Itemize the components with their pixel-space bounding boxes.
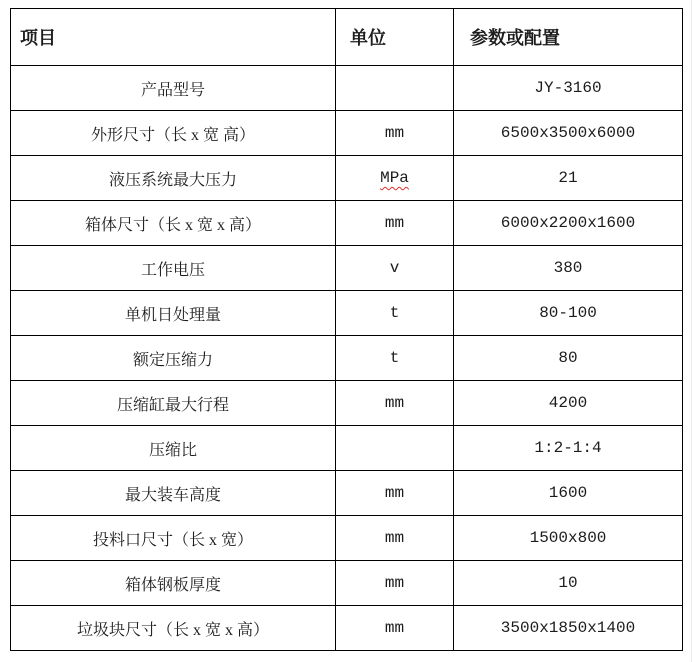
spec-item-label: 额定压缩力 [132, 351, 213, 369]
spec-item-cell [11, 471, 336, 516]
spec-value-label: 80 [558, 349, 578, 367]
spec-value-cell [454, 381, 683, 426]
table-header [11, 9, 683, 66]
spec-item-label: 工作电压 [140, 261, 205, 279]
table-row [11, 66, 683, 111]
spec-value-label: 6500x3500x6000 [500, 124, 636, 142]
spec-value-label: 3500x1850x1400 [500, 619, 636, 637]
spec-unit-label: t [389, 304, 400, 322]
spec-item-cell [11, 111, 336, 156]
spec-value-label: JY-3160 [534, 79, 602, 97]
spec-unit-label: mm [384, 619, 405, 637]
spec-unit-label: mm [384, 529, 405, 547]
spec-value-label: 1:2-1:4 [534, 439, 602, 457]
spec-value-cell [454, 336, 683, 381]
spec-item-cell [11, 336, 336, 381]
table-row [11, 291, 683, 336]
spec-unit-label: v [389, 259, 400, 277]
spec-item-label: 液压系统最大压力 [108, 171, 237, 189]
table-row [11, 156, 683, 201]
table-body [11, 66, 683, 651]
spec-unit-cell [336, 606, 454, 651]
spec-unit-cell [336, 246, 454, 291]
spec-value-cell [454, 66, 683, 111]
spec-unit-cell [336, 201, 454, 246]
spec-item-cell [11, 516, 336, 561]
table-row [11, 201, 683, 246]
table-row [11, 606, 683, 651]
spec-unit-cell [336, 111, 454, 156]
spec-item-cell [11, 606, 336, 651]
table-row [11, 561, 683, 606]
spec-item-cell [11, 66, 336, 111]
spec-value-cell [454, 291, 683, 336]
spec-unit-cell [336, 336, 454, 381]
spec-unit-label: mm [384, 124, 405, 142]
spec-unit-cell [336, 66, 454, 111]
spec-unit-label: MPa [380, 169, 409, 187]
table-row [11, 111, 683, 156]
spec-unit-cell [336, 426, 454, 471]
spec-item-label: 压缩比 [148, 441, 197, 459]
spec-item-cell [11, 381, 336, 426]
table-row [11, 246, 683, 291]
product-spec-table [10, 8, 683, 651]
header-cell-item: 项目 [11, 9, 336, 66]
spec-item-label: 箱体尺寸（长 x 宽 x 高） [84, 216, 261, 234]
spec-item-label: 单机日处理量 [124, 306, 221, 324]
spec-item-label: 压缩缸最大行程 [116, 396, 229, 414]
spec-unit-cell [336, 381, 454, 426]
spec-value-cell [454, 426, 683, 471]
spec-value-label: 6000x2200x1600 [500, 214, 636, 232]
spec-item-cell [11, 246, 336, 291]
spec-unit-label: mm [384, 214, 405, 232]
table-row [11, 336, 683, 381]
spec-value-cell [454, 516, 683, 561]
spec-unit-label: mm [384, 484, 405, 502]
spec-unit-cell [336, 156, 454, 201]
spec-unit-label: mm [384, 394, 405, 412]
spec-unit-cell [336, 561, 454, 606]
spec-value-label: 80-100 [539, 304, 597, 322]
spec-value-cell [454, 156, 683, 201]
table-row [11, 471, 683, 516]
spec-item-label: 产品型号 [140, 81, 205, 99]
spec-item-cell [11, 426, 336, 471]
spec-value-label: 10 [558, 574, 578, 592]
table-row [11, 516, 683, 561]
spec-unit-cell [336, 471, 454, 516]
spec-item-label: 垃圾块尺寸（长 x 宽 x 高） [76, 621, 269, 639]
spec-item-label: 投料口尺寸（长 x 宽） [92, 531, 253, 549]
header-row [11, 9, 683, 66]
spec-item-label: 外形尺寸（长 x 宽 高） [90, 126, 255, 144]
spec-value-label: 1600 [548, 484, 588, 502]
spec-unit-label: t [389, 349, 400, 367]
spec-value-label: 1500x800 [529, 529, 607, 547]
spec-value-label: 380 [553, 259, 583, 277]
spec-value-cell [454, 561, 683, 606]
spec-unit-cell [336, 291, 454, 336]
spec-item-cell [11, 156, 336, 201]
spec-item-cell [11, 561, 336, 606]
spec-value-cell [454, 606, 683, 651]
header-cell-unit: 单位 [336, 9, 454, 66]
spec-item-label: 最大装车高度 [124, 486, 221, 504]
spec-value-cell [454, 111, 683, 156]
table-row [11, 381, 683, 426]
spec-value-cell [454, 246, 683, 291]
header-cell-value: 参数或配置 [454, 9, 683, 66]
spec-value-cell [454, 201, 683, 246]
table-row [11, 426, 683, 471]
spec-unit-label: mm [384, 574, 405, 592]
spec-value-label: 21 [558, 169, 578, 187]
spec-item-cell [11, 291, 336, 336]
spec-value-label: 4200 [548, 394, 588, 412]
spec-value-cell [454, 471, 683, 516]
spec-item-cell [11, 201, 336, 246]
spec-unit-cell [336, 516, 454, 561]
spec-item-label: 箱体钢板厚度 [124, 576, 221, 594]
